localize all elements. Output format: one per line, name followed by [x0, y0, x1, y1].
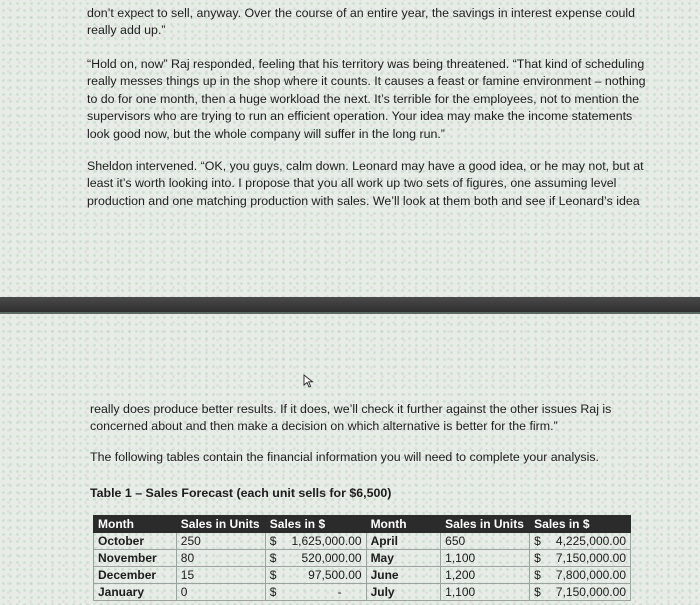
header-sales-units-1: Sales in Units	[176, 516, 265, 533]
units-cell: 1,200	[441, 567, 530, 584]
dollars-cell	[265, 550, 366, 567]
dollars-cell	[265, 533, 366, 550]
currency-symbol: $	[269, 568, 277, 582]
month-cell: May	[366, 550, 441, 567]
header-month-2: Month	[366, 516, 441, 533]
currency-symbol: $	[269, 534, 277, 548]
amount: 1,625,000.00	[291, 534, 362, 548]
amount: 520,000.00	[301, 551, 362, 565]
table-row	[94, 584, 631, 601]
header-sales-units-2: Sales in Units	[441, 516, 530, 533]
dollars-cell	[530, 533, 631, 550]
currency-symbol: $	[269, 551, 277, 565]
page-gap	[0, 297, 700, 312]
table-row	[94, 567, 631, 584]
units-cell: 80	[176, 550, 265, 567]
amount: 7,800,000.00	[555, 568, 626, 582]
month-cell: November	[94, 550, 177, 567]
month-cell: June	[366, 567, 441, 584]
dollars-cell	[530, 567, 631, 584]
month-cell: January	[94, 584, 177, 601]
currency-symbol: $	[534, 534, 541, 548]
units-cell: 250	[176, 533, 265, 550]
units-cell: 15	[176, 567, 265, 584]
amount: 97,500.00	[308, 568, 362, 582]
amount: 7,150,000.00	[555, 551, 626, 565]
header-month-1: Month	[94, 516, 177, 533]
dollars-cell	[265, 567, 366, 584]
paragraph-sheldon-intervened: Sheldon intervened. “OK, you guys, calm down. Leonard may have a good idea, or he may not, but at least it’s worth looking into. I propose that you all work up two sets of figures, one assuming level production and one matching production with sales. We’ll look at them both and see if Leonard’s idea	[87, 159, 644, 208]
paragraph-tables-intro: The following tables contain the financial information you will need to complete your analysis.	[90, 450, 599, 464]
amount: 4,225,000.00	[555, 534, 626, 548]
sales-forecast-table	[93, 515, 631, 601]
header-sales-dollars-1: Sales in $	[265, 516, 366, 533]
units-cell: 1,100	[441, 584, 530, 601]
dollars-cell	[265, 584, 366, 601]
month-cell: October	[94, 533, 177, 550]
month-cell: July	[366, 584, 441, 601]
currency-symbol: $	[534, 551, 541, 565]
month-cell: December	[94, 567, 177, 584]
currency-symbol: $	[534, 568, 541, 582]
mouse-cursor-icon	[303, 374, 315, 388]
table-row	[94, 550, 631, 567]
paragraph-better-results: really does produce better results. If it does, we’ll check it further against the other issues Raj is concerned about and then make a decision on which alternative is better for the firm.”	[90, 402, 612, 434]
units-cell: 0	[176, 584, 265, 601]
amount: -	[337, 585, 342, 599]
month-cell: April	[366, 533, 441, 550]
table-caption: Table 1 – Sales Forecast (each unit sells for $6,500)	[90, 486, 392, 500]
header-sales-dollars-2: Sales in $	[530, 516, 631, 533]
currency-symbol: $	[269, 585, 277, 599]
amount: 7,150,000.00	[555, 585, 626, 599]
paragraph-savings: don’t expect to sell, anyway. Over the course of an entire year, the savings in interest expense could really add up.”	[87, 6, 636, 38]
units-cell: 650	[441, 533, 530, 550]
currency-symbol: $	[534, 585, 541, 599]
dollars-cell	[530, 584, 631, 601]
table-header-row	[94, 516, 631, 533]
paragraph-raj-response: “Hold on, now” Raj responded, feeling that his territory was being threatened. “That kind of scheduling really messes things up in the shop where it counts. It causes a feast or famine environment – nothing to do for one month, then a huge workload the next. It’s terrible for the employees, not to mention the supervisors who are trying to run an efficient operation. Your idea may make the income statements look good now, but the whole company will suffer in the long run.”	[87, 57, 646, 141]
dollars-cell	[530, 550, 631, 567]
document-page-1	[0, 0, 700, 297]
units-cell: 1,100	[441, 550, 530, 567]
table-row	[94, 533, 631, 550]
